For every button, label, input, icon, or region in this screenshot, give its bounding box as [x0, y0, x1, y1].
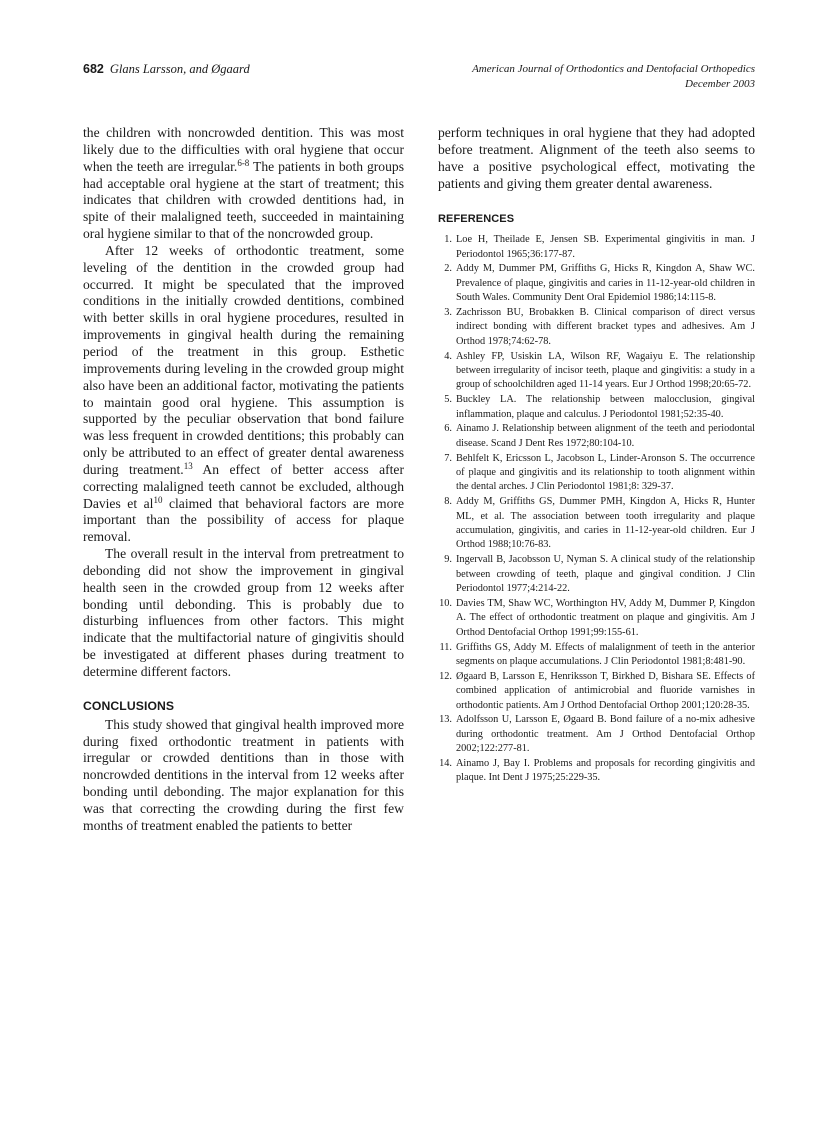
journal-title: American Journal of Orthodontics and Dentofacial Orthopedics	[472, 63, 755, 75]
issue-date: December 2003	[685, 77, 755, 90]
reference-text: Ingervall B, Jacobsson U, Nyman S. A clinical study of the relationship between crowding of teeth, plaque and gingival condition. J Clin Periodontol 1977;4:214-22.	[456, 554, 755, 595]
reference-text: Addy M, Griffiths GS, Dummer PMH, Kingdon A, Hicks R, Hunter ML, et al. The association between tooth irregularity and plaque accumulation, gingivitis, and caries in 11-12-year-old children. Eur J Orthod 1988;10:76-83.	[456, 496, 755, 551]
reference-text: Øgaard B, Larsson E, Henriksson T, Birkhed D, Bishara SE. Effects of combined application of antimicrobial and fluoride varnishes in orthodontic patients. Am J Orthod Dentofacial Orthop 2001;120:28-35.	[456, 670, 755, 711]
reference-item	[438, 495, 755, 553]
reference-item	[438, 597, 755, 640]
reference-number: 11.	[439, 641, 452, 653]
reference-item	[438, 670, 755, 713]
reference-text: Zachrisson BU, Brobakken B. Clinical comparison of direct versus indirect bonding with different bracket types and adhesives. Am J Orthod 1978;74:62-78.	[456, 307, 755, 347]
reference-item	[438, 233, 755, 262]
reference-number: 13.	[439, 714, 452, 726]
reference-number: 8.	[444, 496, 452, 508]
reference-text: Ashley FP, Usiskin LA, Wilson RF, Wagaiyu E. The relationship between irregularity of incisor teeth, plaque and gingivitis: a study in a group of schoolchildren aged 11-14 years. Eur J Orthod 1998;20:65-72.	[456, 350, 755, 391]
conclusions-heading: CONCLUSIONS	[83, 698, 175, 713]
reference-number: 7.	[444, 452, 452, 464]
reference-item	[438, 422, 755, 451]
reference-text: Griffiths GS, Addy M. Effects of malalignment of teeth in the anterior segments on plaque accumulations. J Clin Periodontol 1981;8:481-90.	[456, 641, 755, 667]
running-header-left	[83, 62, 250, 77]
discussion-paragraph-1: the children with noncrowded dentition. This was most likely due to the difficulties with oral hygiene that occur when the teeth are irregular.$^{6-8}$ The patients in both groups had acceptable oral hygiene at the start of treatment; this indicates that children with crowded dentitions had, in spite of their malaligned teeth, succeeded in maintaining oral hygiene similar to that of the noncrowded group.	[83, 125, 404, 242]
citation-link[interactable]: 6-8	[237, 157, 250, 168]
reference-item	[438, 757, 755, 786]
reference-number: 1.	[444, 234, 452, 246]
citation-link[interactable]: 10	[153, 494, 163, 505]
reference-item	[438, 553, 755, 596]
reference-text: Buckley LA. The relationship between malocclusion, gingival inflammation, plaque and calculus. J Periodontol 1981;52:35-40.	[456, 394, 755, 420]
left-column	[83, 125, 404, 835]
reference-text: Behlfelt K, Ericsson L, Jacobson L, Linder-Aronson S. The occurrence of plaque and gingivitis and its relationship to tooth alignment within the dental arches. J Clin Periodontol 1981;8: 329-37.	[456, 452, 755, 493]
conclusions-paragraph: This study showed that gingival health improved more during fixed orthodontic treatment in patients with irregular or crowded dentitions than in those with noncrowded dentitions in the interval from 12 weeks after bonding until debonding. The major explanation for this was that correcting the crowding during the first few months of treatment enabled the patients to better	[83, 716, 404, 833]
discussion-paragraph-3: The overall result in the interval from pretreatment to debonding did not show the improvement in gingival health seen in the crowded group from 12 weeks after bonding until debonding. This is probably due to disturbing influences from other factors. This might indicate that the multifactorial nature of gingivitis should be investigated at different phases during treatment to determine different factors.	[83, 546, 404, 679]
references-list	[438, 233, 755, 786]
reference-number: 5.	[444, 394, 452, 406]
references-heading: REFERENCES	[438, 213, 515, 226]
reference-text: Ainamo J, Bay I. Problems and proposals for recording gingivitis and plaque. Int Dent J 1975;25:229-35.	[456, 757, 755, 784]
reference-text: Davies TM, Shaw WC, Worthington HV, Addy M, Dummer P, Kingdon A. The effect of orthodontic treatment on plaque and gingivitis. Am J Orthod Dentofacial Orthop 1991;99:155-61.	[456, 597, 755, 638]
reference-number: 3.	[444, 307, 452, 319]
reference-item	[438, 350, 755, 393]
running-header-right	[472, 62, 755, 91]
reference-item	[438, 641, 755, 670]
right-column	[438, 125, 755, 786]
citation-link[interactable]: 13	[183, 460, 193, 471]
reference-number: 12.	[439, 670, 452, 682]
reference-text: Ainamo J. Relationship between alignment of the teeth and periodontal disease. Scand J Dent Res 1972;80:104-10.	[456, 423, 755, 449]
reference-number: 6.	[444, 423, 452, 435]
reference-number: 9.	[444, 554, 452, 566]
reference-text: Addy M, Dummer PM, Griffiths G, Hicks R, Kingdon A, Shaw WC. Prevalence of plaque, gingivitis and caries in 11-12-year-old children in South Wales. Community Dent Oral Epidemiol 1986;14:115-8.	[456, 263, 755, 304]
reference-item	[438, 713, 755, 756]
page-number: 682	[83, 62, 104, 76]
reference-text: Loe H, Theilade E, Jensen SB. Experimental gingivitis in man. J Periodontol 1965;36:177-87.	[456, 234, 755, 260]
reference-item	[438, 306, 755, 349]
reference-text: Adolfsson U, Larsson E, Øgaard B. Bond failure of a no-mix adhesive during orthodontic treatment. Am J Orthod Dentofacial Orthop 2002;122:277-81.	[456, 714, 755, 755]
reference-number: 14.	[439, 757, 452, 769]
running-authors: Glans Larsson, and Øgaard	[109, 62, 250, 76]
discussion-paragraph-2: After 12 weeks of orthodontic treatment, some leveling of the dentition in the crowded group had occurred. It might be speculated that the improved conditions in the initially crowded dentitions, combined with better skills in oral hygiene procedures, resulted in improvements in gingival health during the remaining period of the treatment in this group. Esthetic improvements during leveling in the crowded group might also have been an additional factor, motivating the patients to maintain good oral hygiene. This assumption is supported by the peculiar observation that bond failure was less frequent in crowded dentitions; this probably can only be attributed to an effect of greater dental awareness during treatment.$^{13}$ An effect of better access after correcting malaligned teeth cannot be excluded, although Davies et $al^{10}$ claimed that behavioral factors are more important than the possibility of access for plaque removal.	[83, 242, 404, 545]
reference-number: 4.	[444, 350, 452, 362]
reference-number: 10.	[439, 597, 452, 609]
reference-number: 2.	[444, 263, 452, 275]
conclusions-continuation: perform techniques in oral hygiene that they had adopted before treatment. Alignment of the teeth also seems to have a positive psychological effect, motivating the patients and giving them greater dental awareness.	[438, 125, 755, 191]
reference-item	[438, 452, 755, 495]
reference-item	[438, 393, 755, 422]
reference-item	[438, 262, 755, 305]
